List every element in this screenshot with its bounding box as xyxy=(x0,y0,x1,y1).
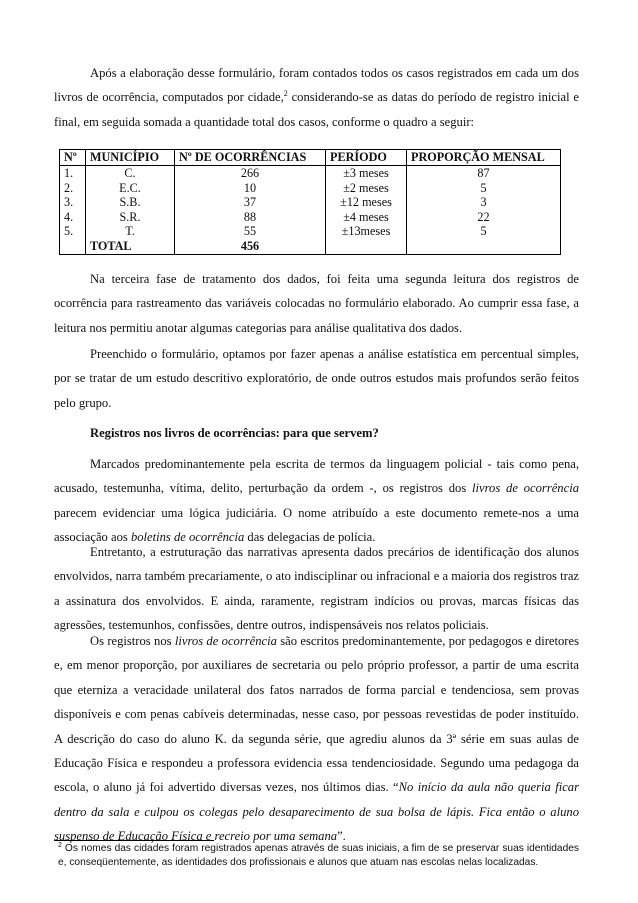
cell-ocorrencias: 37 xyxy=(175,195,326,210)
cell-periodo: ±4 meses xyxy=(326,210,407,225)
cell-number: 3. xyxy=(60,195,86,210)
cell-ocorrencias: 10 xyxy=(175,181,326,196)
col-header-periodo: PERÍODO xyxy=(326,150,407,166)
cell-empty xyxy=(60,239,86,254)
cell-proporcao: 5 xyxy=(407,224,561,239)
cell-proporcao: 22 xyxy=(407,210,561,225)
cell-municipio: T. xyxy=(86,224,175,239)
cell-periodo: ±13meses xyxy=(326,224,407,239)
cell-proporcao: 87 xyxy=(407,166,561,181)
cell-ocorrencias: 88 xyxy=(175,210,326,225)
footnote-ref[interactable]: 2 xyxy=(283,89,288,99)
table-header-row xyxy=(60,150,561,166)
footnote: $^2$ Os nomes das cidades foram registrados apenas através de suas iniciais, a fim de se preservar suas identidades e, conseqüentemente, as identidades dos profissionais e alunos que atuam nas escolas nelas localizadas. xyxy=(58,842,579,869)
paragraph-third-phase: Na terceira fase de tratamento dos dados, foi feita uma segunda leitura dos registros de ocorrência para rastreamento das variáveis colocadas no formulário elaborado. Ao cumprir essa fase, a leitura nos permitiu anotar algumas categorias para análise qualitativa dos dados. xyxy=(54,272,579,335)
cell-number: 1. xyxy=(60,166,86,181)
occurrences-table xyxy=(59,149,561,255)
cell-number: 2. xyxy=(60,181,86,196)
col-header-proporcao: PROPORÇÃO MENSAL xyxy=(407,150,561,166)
table-row xyxy=(60,166,561,181)
table-row xyxy=(60,181,561,196)
table-row xyxy=(60,210,561,225)
cell-empty xyxy=(407,239,561,254)
cell-periodo: ±2 meses xyxy=(326,181,407,196)
cell-number: 5. xyxy=(60,224,86,239)
cell-proporcao: 3 xyxy=(407,195,561,210)
cell-municipio: C. xyxy=(86,166,175,181)
table-row xyxy=(60,195,561,210)
cell-ocorrencias: 55 xyxy=(175,224,326,239)
col-header-ocorrencias: Nº DE OCORRÊNCIAS xyxy=(175,150,326,166)
section-heading: Registros nos livros de ocorrências: para que servem? xyxy=(90,426,379,440)
cell-number: 4. xyxy=(60,210,86,225)
cell-periodo: ±3 meses xyxy=(326,166,407,181)
paragraph-formulario: Preenchido o formulário, optamos por fazer apenas a análise estatística em percentual simples, por se tratar de um estudo descritivo exploratório, de onde outros estudos mais profundos serão feitos pelo grupo. xyxy=(54,347,579,410)
paragraph-registros-3: Os registros nos livros de ocorrência são escritos predominantemente, por pedagogos e diretores e, em menor proporção, por auxiliares de secretaria ou pelo próprio professor, a partir de uma escrita que eterniza a veracidade unilateral dos fatos narrados de forma parcial e tendenciosa, sem provas disponíveis e com penas cabíveis determinadas, nesse caso, por pessoas revestidas de poder instituído. A descrição do caso do aluno K. da segunda série, que agrediu alunos da 3ª série em suas aulas de Educação Física e respondeu a professora evidencia essa tendenciosidade. Segundo uma pedagoga da escola, o aluno já foi advertido diversas vezes, nos últimos dias. “No início da aula não queria ficar dentro da sala e culpou os colegas pelo desaparecimento de sua bolsa de lápis. Fica então o aluno suspenso de Educação Física e recreio por uma semana”. xyxy=(54,634,579,844)
cell-periodo: ±12 meses xyxy=(326,195,407,210)
cell-municipio: E.C. xyxy=(86,181,175,196)
footnote-separator xyxy=(54,840,214,841)
col-header-municipio: MUNICÍPIO xyxy=(86,150,175,166)
cell-empty xyxy=(326,239,407,254)
cell-municipio: S.R. xyxy=(86,210,175,225)
paragraph-registros-2: Entretanto, a estruturação das narrativas apresenta dados precários de identificação dos alunos envolvidos, narra também precariamente, o ato indisciplinar ou infracional e a maioria dos registros traz a assinatura dos envolvidos. E ainda, raramente, registram indícios ou provas, marcas físicas das agressões, testemunhos, confissões, dentre outros, indispensáveis nos relatos policiais. xyxy=(54,545,579,633)
cell-total-value: 456 xyxy=(175,239,326,254)
cell-total-label: TOTAL xyxy=(86,239,175,254)
table-row xyxy=(60,224,561,239)
cell-ocorrencias: 266 xyxy=(175,166,326,181)
cell-municipio: S.B. xyxy=(86,195,175,210)
cell-proporcao: 5 xyxy=(407,181,561,196)
paragraph-registros-1: Marcados predominantemente pela escrita de termos da linguagem policial - tais como pena, acusado, testemunha, vítima, delito, perturbação da ordem -, os registros dos livros de ocorrência parecem evidenciar uma lógica judiciária. O nome atribuído a este documento remete-nos a uma associação aos boletins de ocorrência das delegacias de polícia. xyxy=(54,457,579,545)
paragraph-intro: Após a elaboração desse formulário, foram contados todos os casos registrados em cada um dos livros de ocorrência, computados por cidade,$^2$ considerando-se as datas do período de registro inicial e final, em seguida somada a quantidade total dos casos, conforme o quadro a seguir: xyxy=(54,66,579,129)
col-header-number: Nº xyxy=(60,150,86,166)
table-total-row xyxy=(60,239,561,254)
